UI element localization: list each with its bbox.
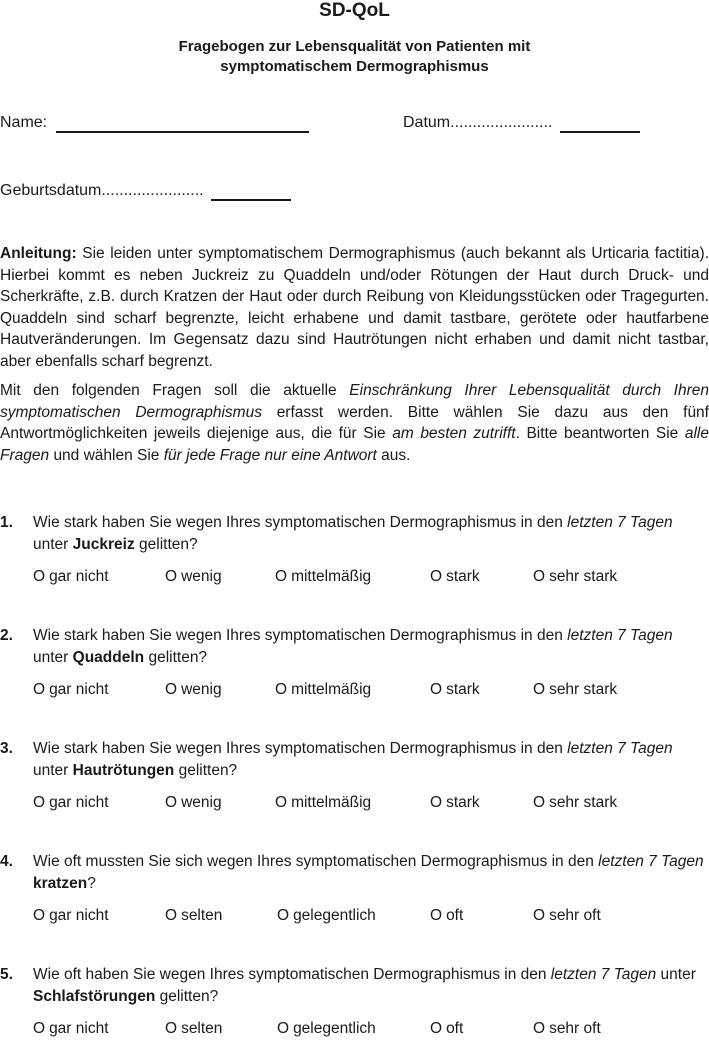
answer-label: gar nicht bbox=[49, 568, 109, 585]
question-number: 3. bbox=[0, 740, 13, 757]
answer-option[interactable] bbox=[275, 792, 371, 814]
datum-label: Datum....................... bbox=[403, 114, 553, 131]
answer-option[interactable] bbox=[533, 905, 601, 927]
answer-label: gar nicht bbox=[49, 794, 109, 811]
answer-option[interactable] bbox=[33, 679, 109, 701]
radio-circle-icon[interactable]: O bbox=[533, 1020, 546, 1037]
question-symptom: Hautrötungen bbox=[72, 762, 175, 779]
question-text-part: unter bbox=[33, 762, 69, 779]
answer-label: sehr stark bbox=[549, 794, 618, 811]
answer-option[interactable] bbox=[430, 792, 480, 814]
answer-label: oft bbox=[446, 907, 464, 924]
answer-label: gar nicht bbox=[49, 1020, 109, 1037]
question-text-part: unter bbox=[33, 536, 69, 553]
answer-label: gelegentlich bbox=[293, 1020, 376, 1037]
datum-field[interactable] bbox=[560, 113, 640, 133]
question-timeframe: letzten 7 Tagen bbox=[598, 853, 704, 870]
radio-circle-icon[interactable]: O bbox=[430, 568, 443, 585]
question-text bbox=[33, 964, 707, 1008]
answer-option[interactable] bbox=[165, 1018, 222, 1040]
question-text bbox=[33, 738, 707, 782]
radio-circle-icon[interactable]: O bbox=[165, 681, 178, 698]
question-number: 1. bbox=[0, 514, 13, 531]
answer-option[interactable] bbox=[533, 792, 617, 814]
subtitle-line-2: symptomatischem Dermographismus bbox=[220, 58, 489, 75]
radio-circle-icon[interactable]: O bbox=[33, 1020, 46, 1037]
answer-options bbox=[0, 905, 709, 927]
instructions-text-part: aus. bbox=[381, 446, 411, 464]
question-number: 2. bbox=[0, 627, 13, 644]
answer-option[interactable] bbox=[165, 566, 222, 588]
answer-label: mittelmäßig bbox=[291, 681, 372, 698]
answer-option[interactable] bbox=[33, 792, 109, 814]
radio-circle-icon[interactable]: O bbox=[277, 907, 290, 924]
question-text-part: Wie oft haben Sie wegen Ihres symptomatischen Dermographismus in den bbox=[33, 966, 547, 983]
answer-options bbox=[0, 792, 709, 814]
radio-circle-icon[interactable]: O bbox=[165, 907, 178, 924]
answer-label: sehr oft bbox=[549, 907, 601, 924]
answer-label: sehr oft bbox=[549, 1020, 601, 1037]
instructions-emphasis: alle Fragen bbox=[0, 425, 709, 464]
answer-option[interactable] bbox=[165, 905, 222, 927]
question-text-part: ? bbox=[87, 875, 96, 892]
answer-option[interactable] bbox=[430, 679, 480, 701]
question-symptom: Quaddeln bbox=[72, 649, 145, 666]
answer-label: selten bbox=[181, 907, 223, 924]
instructions-paragraph-2 bbox=[0, 380, 709, 466]
instructions-emphasis: Einschränkung Ihrer Lebensqualität durch Ihren symptomatischen Dermographismus bbox=[0, 382, 709, 421]
answer-options bbox=[0, 679, 709, 701]
instructions-emphasis: für jede Frage nur eine Antwort bbox=[163, 446, 377, 464]
radio-circle-icon[interactable]: O bbox=[275, 794, 288, 811]
question-timeframe: letzten 7 Tagen bbox=[567, 514, 673, 531]
answer-label: stark bbox=[446, 794, 480, 811]
answer-option[interactable] bbox=[533, 1018, 601, 1040]
instructions-text-part: erfasst werden. Bitte wählen Sie dazu aus den fünf Antwortmöglichkeiten jeweils diejenige aus, die für Sie bbox=[0, 403, 709, 443]
answer-label: mittelmäßig bbox=[291, 794, 372, 811]
answer-option[interactable] bbox=[33, 1018, 109, 1040]
question-number: 4. bbox=[0, 853, 13, 870]
answer-option[interactable] bbox=[430, 566, 480, 588]
question-timeframe: letzten 7 Tagen bbox=[567, 740, 673, 757]
instructions-heading: Anleitung: bbox=[0, 245, 77, 262]
radio-circle-icon[interactable]: O bbox=[277, 1020, 290, 1037]
geburtsdatum-field-row bbox=[0, 181, 291, 201]
radio-circle-icon[interactable]: O bbox=[275, 568, 288, 585]
question-text-part: Wie oft mussten Sie sich wegen Ihres symptomatischen Dermographismus in den bbox=[33, 853, 594, 870]
answer-option[interactable] bbox=[277, 1018, 376, 1040]
radio-circle-icon[interactable]: O bbox=[430, 907, 443, 924]
question-text bbox=[33, 512, 707, 556]
radio-circle-icon[interactable]: O bbox=[165, 1020, 178, 1037]
radio-circle-icon[interactable]: O bbox=[533, 794, 546, 811]
question-number: 5. bbox=[0, 966, 13, 983]
geburtsdatum-field[interactable] bbox=[211, 181, 291, 201]
instructions-emphasis: am besten zutrifft bbox=[392, 425, 516, 443]
answer-option[interactable] bbox=[275, 679, 371, 701]
answer-label: stark bbox=[446, 568, 480, 585]
instructions-text-part: und wählen Sie bbox=[53, 446, 160, 464]
answer-label: sehr stark bbox=[549, 681, 618, 698]
answer-option[interactable] bbox=[277, 905, 376, 927]
answer-label: wenig bbox=[181, 794, 222, 811]
datum-field-row bbox=[403, 113, 640, 133]
instructions-text-part: Mit den folgenden Fragen soll die aktuelle bbox=[0, 382, 337, 399]
answer-option[interactable] bbox=[165, 679, 222, 701]
instructions-text: Sie leiden unter symptomatischem Dermographismus (auch bekannt als Urticaria factitia). Hierbei kommt es neben Juckreiz zu Quaddeln und/oder Rötungen der Haut durch Druck- und Scherkräfte, z.B. durch Kratzen der Haut oder durch Reibung von Kleidungsstücken oder Tragegurten. Quaddeln sind scharf begrenzte, leicht erhabene und damit tastbare, gerötete oder hautfarbene Hautveränderungen. Im Gegensatz dazu sind Hautrötungen nicht erhaben und damit nicht tastbar, aber ebenfalls scharf begrenzt. bbox=[0, 245, 709, 370]
radio-circle-icon[interactable]: O bbox=[275, 681, 288, 698]
question-text bbox=[33, 625, 707, 669]
answer-options bbox=[0, 1018, 709, 1040]
answer-option[interactable] bbox=[533, 679, 617, 701]
answer-option[interactable] bbox=[275, 566, 371, 588]
question-text-part: Wie stark haben Sie wegen Ihres symptomatischen Dermographismus in den bbox=[33, 740, 563, 757]
answer-label: gar nicht bbox=[49, 907, 109, 924]
radio-circle-icon[interactable]: O bbox=[430, 681, 443, 698]
answer-label: wenig bbox=[181, 568, 222, 585]
answer-label: gelegentlich bbox=[293, 907, 376, 924]
name-label: Name: bbox=[0, 114, 48, 131]
question-symptom: Schlafstörungen bbox=[33, 988, 156, 1005]
subtitle-line-1: Fragebogen zur Lebensqualität von Patienten mit bbox=[178, 38, 531, 55]
answer-option[interactable] bbox=[33, 566, 109, 588]
question-timeframe: letzten 7 Tagen bbox=[567, 627, 673, 644]
radio-circle-icon[interactable]: O bbox=[33, 794, 46, 811]
question-text-part: unter bbox=[660, 966, 696, 983]
name-field[interactable] bbox=[56, 113, 309, 133]
answer-option[interactable] bbox=[430, 1018, 463, 1040]
radio-circle-icon[interactable]: O bbox=[533, 681, 546, 698]
answer-label: wenig bbox=[181, 681, 222, 698]
answer-label: stark bbox=[446, 681, 480, 698]
question-text-part: gelitten? bbox=[178, 762, 238, 779]
question-timeframe: letzten 7 Tagen bbox=[550, 966, 657, 983]
question-symptom: kratzen bbox=[33, 875, 88, 892]
answer-label: mittelmäßig bbox=[291, 568, 372, 585]
geburtsdatum-label: Geburtsdatum....................... bbox=[0, 182, 204, 199]
radio-circle-icon[interactable]: O bbox=[533, 568, 546, 585]
answer-label: selten bbox=[181, 1020, 223, 1037]
radio-circle-icon[interactable]: O bbox=[33, 568, 46, 585]
radio-circle-icon[interactable]: O bbox=[165, 568, 178, 585]
answer-label: oft bbox=[446, 1020, 464, 1037]
question-symptom: Juckreiz bbox=[72, 536, 135, 553]
radio-circle-icon[interactable]: O bbox=[33, 681, 46, 698]
question-text-part: unter bbox=[33, 649, 69, 666]
question-text-part: Wie stark haben Sie wegen Ihres symptomatischen Dermographismus in den bbox=[33, 627, 563, 644]
name-field-row bbox=[0, 113, 309, 133]
answer-option[interactable] bbox=[430, 905, 463, 927]
page-title: SD-QoL bbox=[319, 0, 390, 21]
instructions-paragraph-1 bbox=[0, 243, 709, 373]
answer-option[interactable] bbox=[533, 566, 617, 588]
page-subtitle bbox=[0, 37, 709, 77]
radio-circle-icon[interactable]: O bbox=[33, 907, 46, 924]
question-text-part: Wie stark haben Sie wegen Ihres symptomatischen Dermographismus in den bbox=[33, 514, 563, 531]
instructions-text-part: . Bitte beantworten Sie bbox=[515, 425, 679, 443]
answer-options bbox=[0, 566, 709, 588]
radio-circle-icon[interactable]: O bbox=[430, 1020, 443, 1037]
radio-circle-icon[interactable]: O bbox=[165, 794, 178, 811]
answer-option[interactable] bbox=[165, 792, 222, 814]
radio-circle-icon[interactable]: O bbox=[533, 907, 546, 924]
answer-option[interactable] bbox=[33, 905, 109, 927]
question-text-part: gelitten? bbox=[159, 988, 219, 1005]
answer-label: sehr stark bbox=[549, 568, 618, 585]
answer-label: gar nicht bbox=[49, 681, 109, 698]
question-text bbox=[33, 851, 707, 895]
question-text-part: gelitten? bbox=[139, 536, 198, 553]
radio-circle-icon[interactable]: O bbox=[430, 794, 443, 811]
question-text-part: gelitten? bbox=[148, 649, 208, 666]
